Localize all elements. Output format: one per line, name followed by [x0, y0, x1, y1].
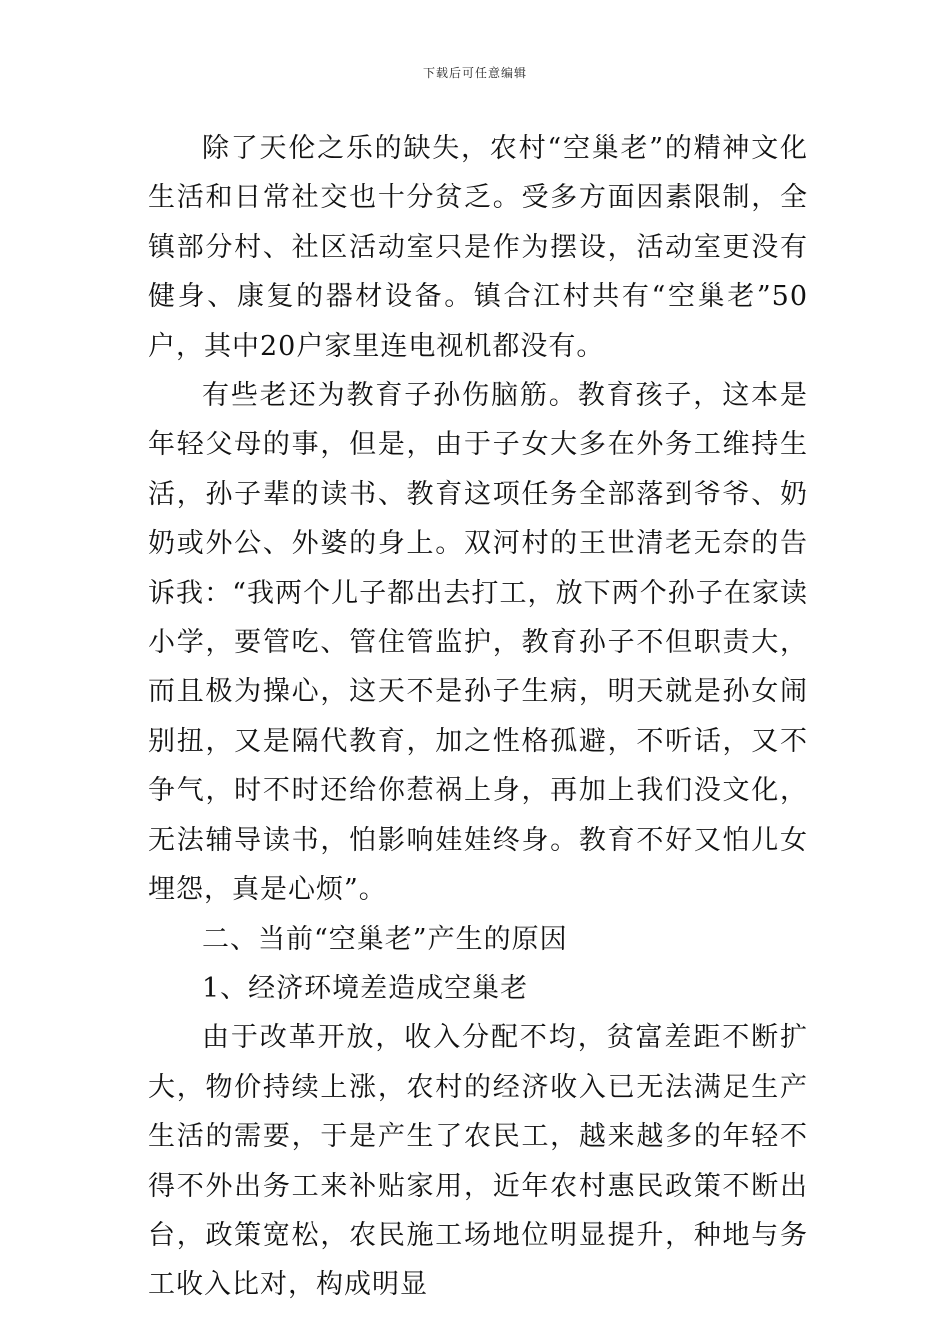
- paragraph-economic-reasons: 由于改革开放，收入分配不均，贫富差距不断扩大，物价持续上涨，农村的经济收入已无法满足生产生活的需要，于是产生了农民工，越来越多的年轻不得不外出务工来补贴家用，近年农村惠民政策不断出台，政策宽松，农民施工场地位明显提升，种地与务工收入比对，构成明显: [148, 1022, 808, 1301]
- paragraph-grandchildren-education: 有些老还为教育子孙伤脑筋。教育孩子，这本是年轻父母的事，但是，由于子女大多在外务工维持生活，孙子辈的读书、教育这项任务全部落到爷爷、奶奶或外公、外婆的身上。双河村的王世清老无奈的告诉我：“我两个儿子都出去打工，放下两个孙子在家读小学，要管吃、管住管监护，教育孙子不但职责大，而且极为操心，这天不是孙子生病，明天就是孙女闹别扭，又是隔代教育，加之性格孤避，不听话，又不争气，时不时还给你惹祸上身，再加上我们没文化，无法辅导读书，怕影响娃娃终身。教育不好又怕儿女埋怨，真是心烦”。: [148, 380, 808, 906]
- page-header-note: 下载后可任意编辑: [422, 66, 527, 80]
- section-heading-causes: 二、当前“空巢老”产生的原因: [202, 923, 568, 955]
- document-body: [148, 124, 808, 1310]
- subsection-heading-economy: 1、经济环境差造成空巢老: [202, 972, 529, 1004]
- paragraph-social-life: 除了天伦之乐的缺失，农村“空巢老”的精神文化生活和日常社交也十分贫乏。受多方面因素限制，全镇部分村、社区活动室只是作为摆设，活动室更没有健身、康复的器材设备。镇合江村共有“空巢老”50户，其中20户家里连电视机都没有。: [148, 133, 808, 362]
